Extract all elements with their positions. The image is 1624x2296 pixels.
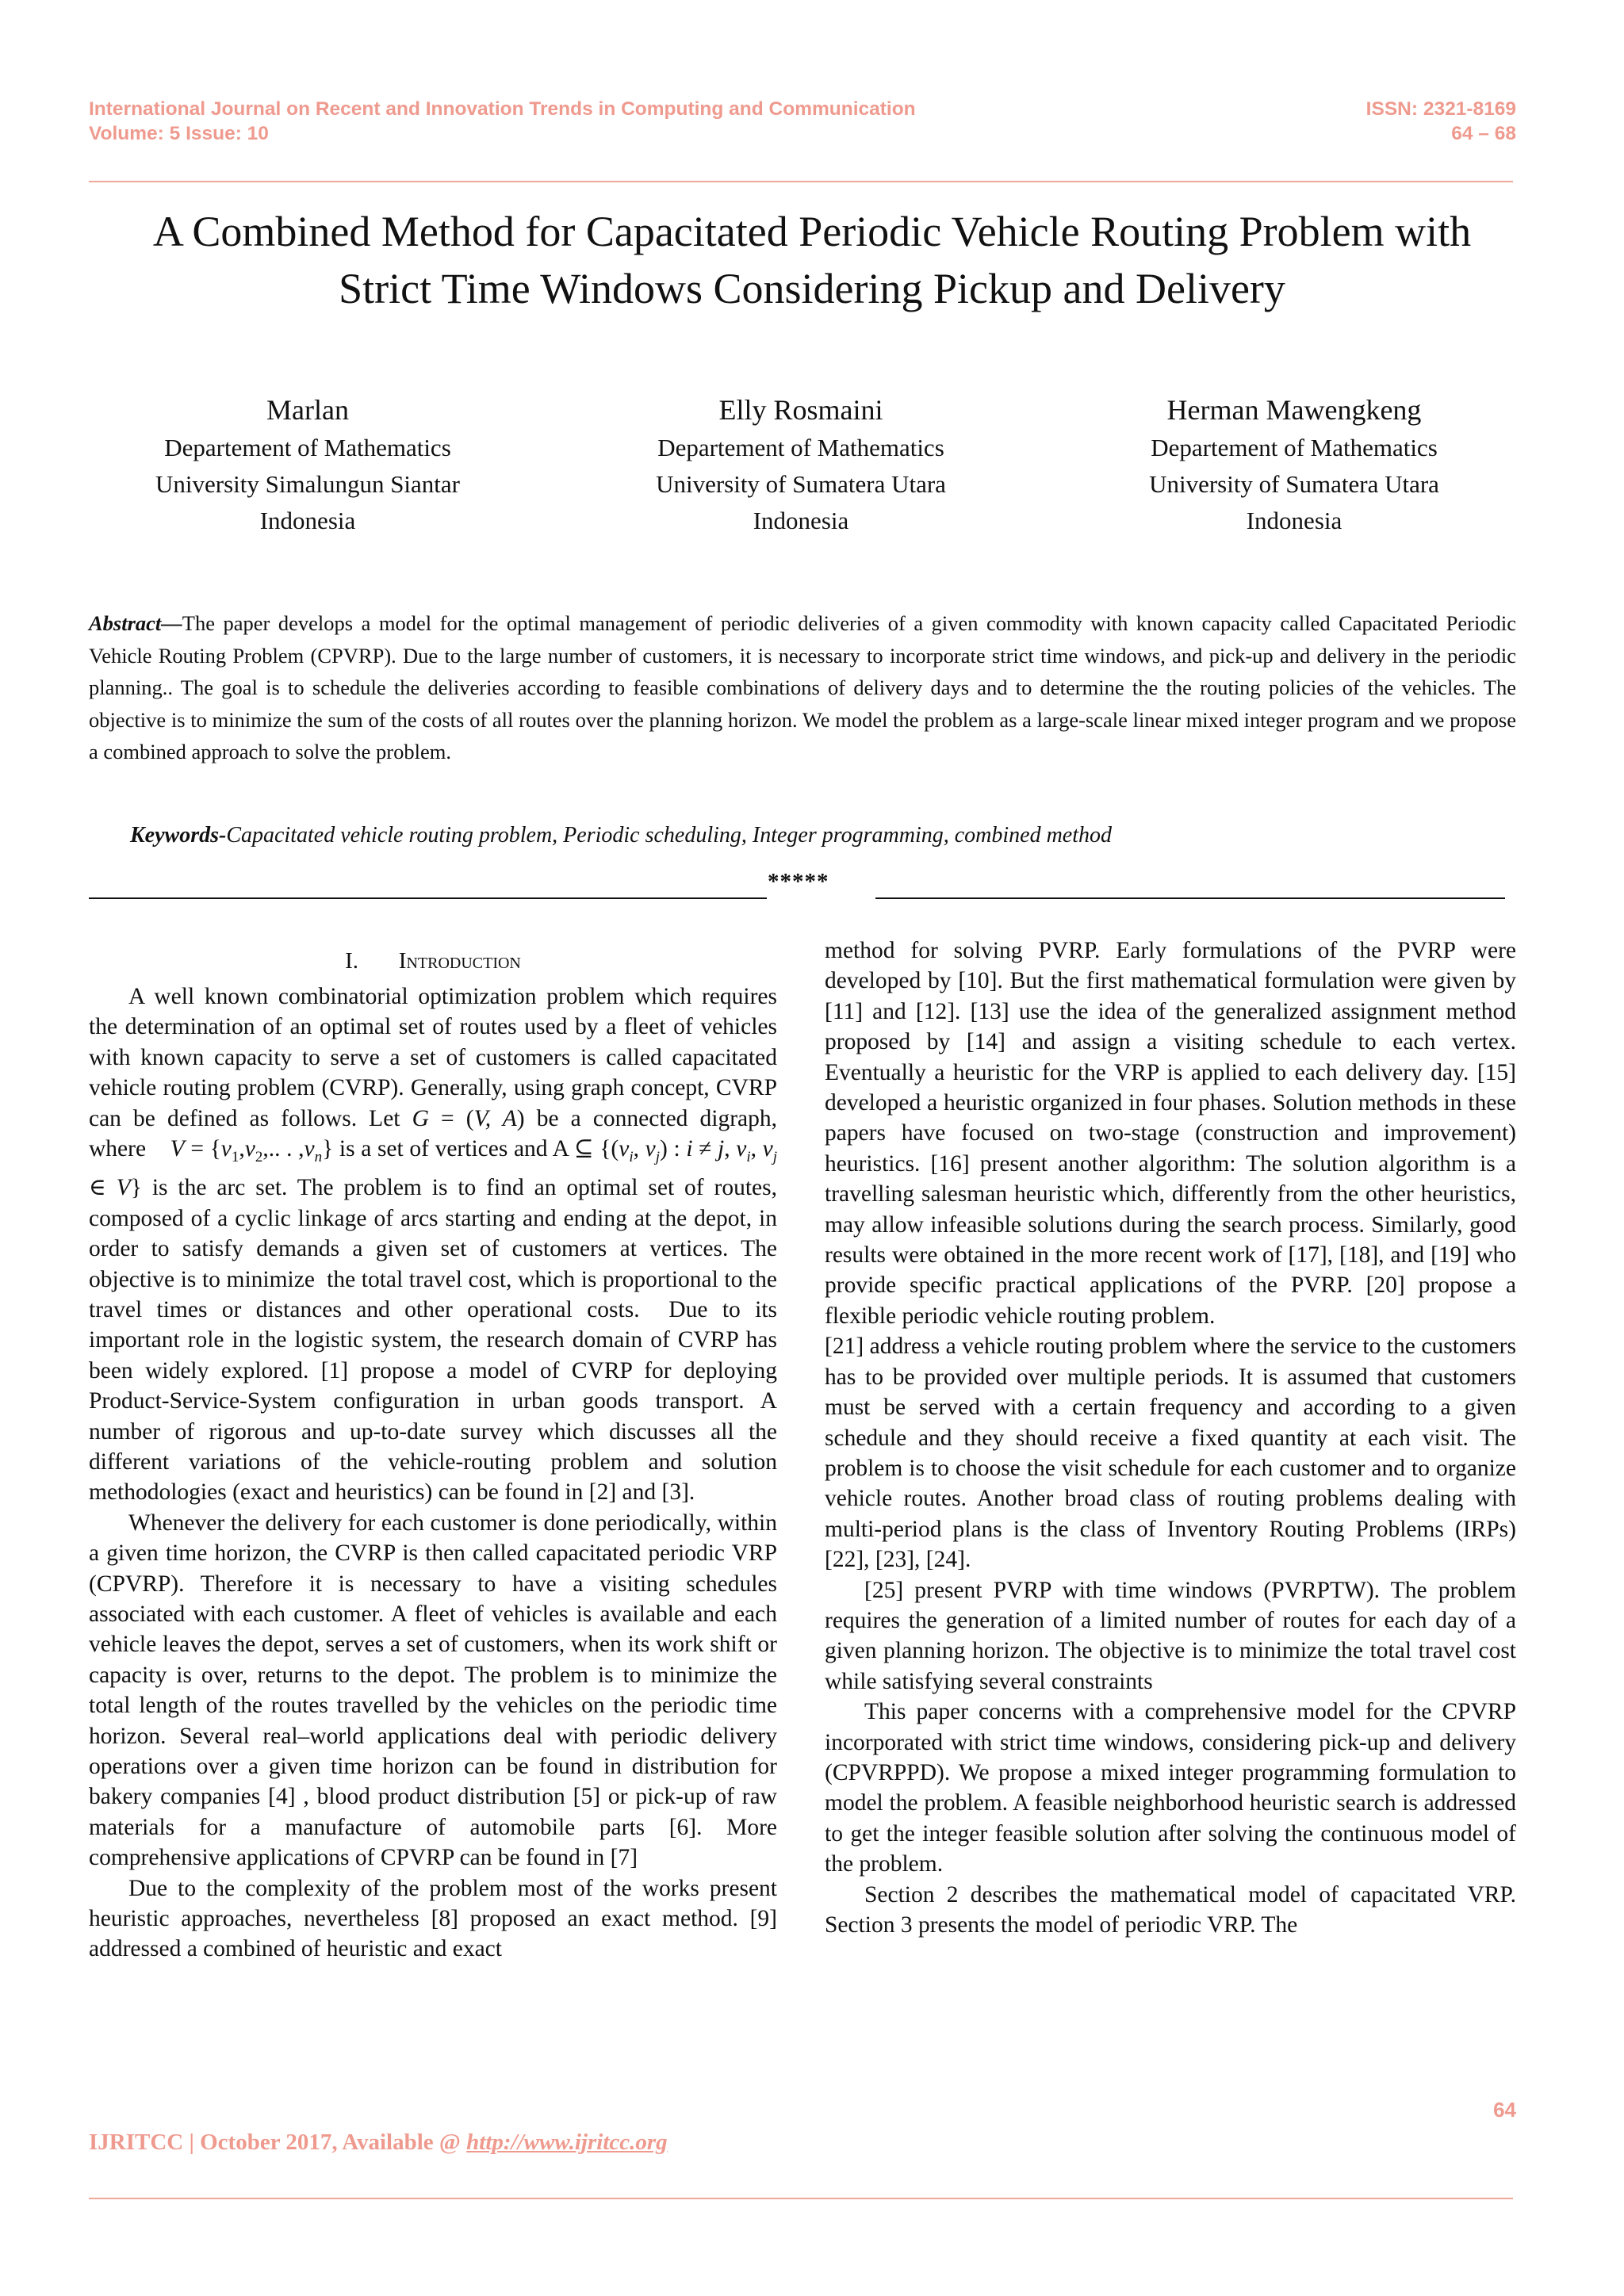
author-name: Herman Mawengkeng: [1166, 394, 1422, 426]
author-block-1: [86, 390, 530, 539]
author-dept: Departement of Mathematics: [164, 434, 451, 461]
section-heading: [89, 945, 777, 977]
journal-name: International Journal on Recent and Innovation Trends in Computing and Communication: [89, 98, 916, 120]
separator-rule-left: [89, 897, 767, 899]
abstract-label: Abstract—: [89, 611, 182, 635]
right-column: [825, 936, 1516, 1940]
separator-stars: *****: [768, 869, 829, 894]
footer-rule: [89, 2198, 1513, 2199]
author-univ: University Simalungun Siantar: [155, 470, 461, 498]
title-line-1: A Combined Method for Capacitated Periodic Vehicle Routing Problem with: [152, 208, 1472, 255]
author-country: Indonesia: [1246, 507, 1342, 534]
author-block-3: [1072, 390, 1516, 539]
paragraph: Whenever the delivery for each customer is done periodically, within a given time horizon, the CVRP is then called capacitated periodic VRP (CPVRP). Therefore it is necessary to have a visiting schedules associated with each customer. A fleet of vehicles is available and each vehicle leaves the depot, serves a set of customers, when its work shift or capacity is over, returns to the depot. The problem is to minimize the total length of the routes travelled by the vehicles on the periodic time horizon. Several real–world applications deal with periodic delivery operations over a given time horizon can be found in distribution for bakery companies [4] , blood product distribution [5] or pick-up of raw materials for a manufacture of automobile parts [6]. More comprehensive applications of CPVRP can be found in [7]: [89, 1510, 777, 1871]
author-dept: Departement of Mathematics: [1151, 434, 1438, 461]
page-range: 64 – 68: [1451, 123, 1516, 144]
section-number: I.: [345, 948, 359, 974]
footer-text: IJRITCC | October 2017, Available @: [89, 2130, 467, 2155]
author-name: Marlan: [266, 394, 349, 426]
header-rule: [89, 181, 1513, 182]
section-title: Introduction: [398, 948, 521, 974]
paragraph: method for solving PVRP. Early formulations of the PVRP were developed by [10]. But the first mathematical formulation were given by [11] and [12]. [13] use the idea of the generalized assignment method proposed by [14] and assign a visiting schedule to each vertex. Eventually a heuristic for the VRP is applied to each delivery day. [15] developed a heuristic organized in four phases. Solution methods in these papers have focused on two-stage (construction and improvement) heuristics. [16] present another algorithm: The solution algorithm is a travelling salesman heuristic which, differently from the other heuristics, may allow infeasible solutions during the search process. Similarly, good results were obtained in the more recent work of [17], [18], and [19] who provide specific practical applications of the PVRP. [20] propose a flexible periodic vehicle routing problem.: [825, 938, 1516, 1329]
footer: [89, 2130, 668, 2156]
journal-link[interactable]: http://www.ijritcc.org: [466, 2130, 668, 2155]
paragraph: Section 2 describes the mathematical model of capacitated VRP. Section 3 presents the model of periodic VRP. The: [825, 1881, 1516, 1938]
abstract: [89, 607, 1516, 768]
issn: ISSN: 2321-8169: [1365, 98, 1516, 120]
author-country: Indonesia: [753, 507, 849, 534]
paper-title: [89, 203, 1535, 317]
paragraph: [25] present PVRP with time windows (PVRPTW). The problem requires the generation of a limited number of routes for each day of a given planning horizon. The objective is to minimize the total travel cost while satisfying several constraints: [825, 1577, 1516, 1694]
paragraph: Due to the complexity of the problem most of the works present heuristic approaches, nevertheless [8] proposed an exact method. [9] addressed a combined of heuristic and exact: [89, 1875, 777, 1962]
keywords: [130, 820, 1112, 851]
author-dept: Departement of Mathematics: [657, 434, 944, 461]
author-country: Indonesia: [259, 507, 356, 534]
author-univ: University of Sumatera Utara: [1149, 470, 1439, 498]
separator-rule-right: [875, 897, 1505, 899]
paragraph: [21] address a vehicle routing problem where the service to the customers has to be provided over multiple periods. It is assumed that customers must be served with a certain frequency and according to a given schedule and they should receive a fixed quantity at each visit. The problem is to choose the visit schedule for each customer and to organize vehicle routes. Another broad class of routing problems dealing with multi-period plans is the class of Inventory Routing Problems (IRPs) [22], [23], [24].: [825, 1334, 1516, 1573]
author-univ: University of Sumatera Utara: [656, 470, 946, 498]
keywords-label: Keywords-: [130, 823, 227, 848]
author-block-2: [579, 390, 1023, 539]
author-name: Elly Rosmaini: [718, 394, 883, 426]
volume-issue: Volume: 5 Issue: 10: [89, 123, 269, 144]
abstract-text: The paper develops a model for the optimal management of periodic deliveries of a given commodity with known capacity called Capacitated Periodic Vehicle Routing Problem (CPVRP). Due to the large number of customers, it is necessary to incorporate strict time windows, and pick-up and delivery in the periodic planning.. The goal is to schedule the deliveries according to feasible combinations of delivery days and to determine the the routing policies of the vehicles. The objective is to minimize the sum of the costs of all routes over the planning horizon. We model the problem as a large-scale linear mixed integer program and we propose a combined approach to solve the problem.: [89, 611, 1516, 763]
title-line-2: Strict Time Windows Considering Pickup and Delivery: [339, 265, 1285, 312]
paragraph: A well known combinatorial optimization problem which requires the determination of an optimal set of routes used by a fleet of vehicles with known capacity to serve a set of customers is called capacitated vehicle routing problem (CVRP). Generally, using graph concept, CVRP can be defined as follows. Let G = (V, A) be a connected digraph, where $V = \{v_1,v_2$,.. . $,v_n$} is a set of vertices and A ⊆ {($v_i$, $v_j$) : i ≠ j, $v_i$, $v_j$ ∈ V} is the arc set. The problem is to find an optimal set of routes, composed of a cyclic linkage of arcs starting and ending at the depot, in order to satisfy demands a given set of customers at vertices. The objective is to minimize the total travel cost, which is proportional to the travel times or distances and other operational costs. Due to its important role in the logistic system, the research domain of CVRP has been widely explored. [1] propose a model of CVRP for deploying Product-Service-System configuration in urban goods transport. A number of rigorous and up-to-date survey which discusses all the different variations of the vehicle-routing problem and solution methodologies (exact and heuristics) can be found in [2] and [3].: [89, 984, 778, 1506]
paragraph: This paper concerns with a comprehensive model for the CPVRP incorporated with strict time windows, considering pick-up and delivery (CPVRPPD). We propose a mixed integer programming formulation to model the problem. A feasible neighborhood heuristic search is addressed to get the integer feasible solution after solving the continuous model of the problem.: [825, 1699, 1516, 1877]
page-number: 64: [1493, 2098, 1516, 2122]
keywords-text: Capacitated vehicle routing problem, Periodic scheduling, Integer programming, combined method: [226, 823, 1113, 848]
left-column: [89, 945, 777, 1965]
